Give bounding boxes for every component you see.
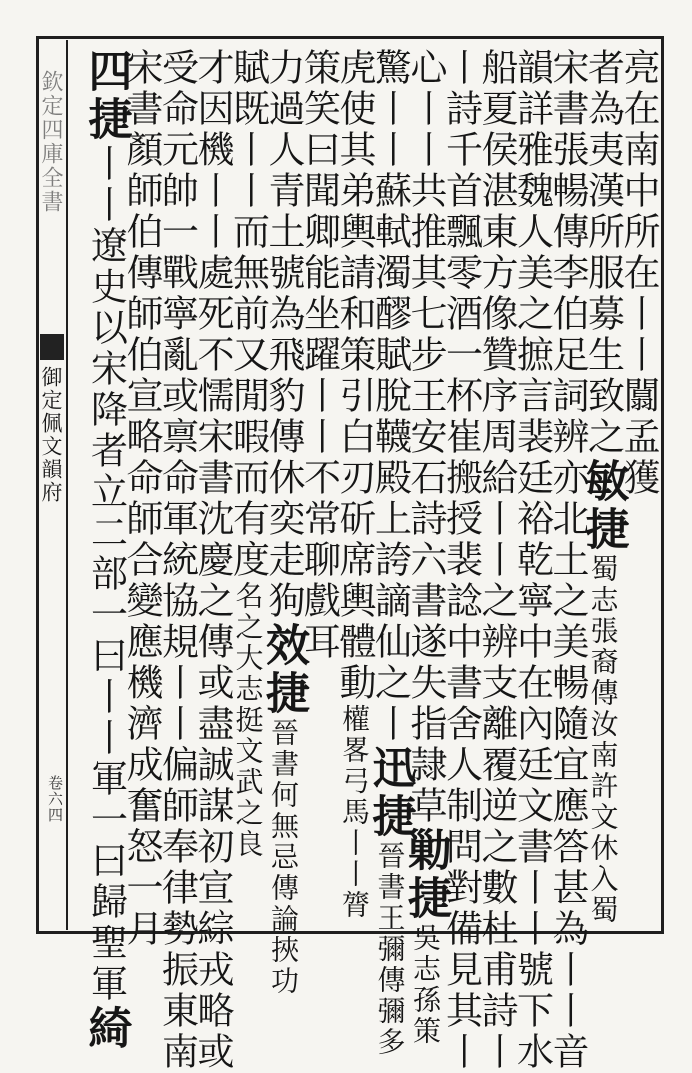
annotation-text: 晉書何無忌傳論挾功	[267, 718, 300, 997]
headword: 勦捷	[400, 827, 451, 923]
body-text: 丨丨遼史以宋降者立二部一曰丨丨軍一曰歸聖軍	[84, 144, 128, 1005]
body-text: 策笑曰聞卿能坐躍丨丨不常聊戲耳	[297, 48, 341, 663]
body-text: 宋書顏師伯傳師伯宣略命師合變應機濟成奮怒一月	[120, 48, 163, 950]
body-text: 受命元帥一戰寧亂或禀命軍統協規丨丨偏師奉律勢振東南	[155, 48, 199, 1073]
body-text: 虎使其弟輿請和策引白刃斫席輿體動	[333, 48, 376, 704]
folio-number: 卷六四	[46, 775, 64, 823]
body-text: 心丨丨共推其七步王安石詩六書遂失指隷草	[404, 48, 447, 827]
text-column	[546, 48, 594, 1073]
headword: 敏捷	[577, 458, 629, 554]
annotation-text: 晉書王彌傳彌多	[373, 841, 407, 1058]
body-text: 船夏侯湛東方像贊序周給丨丨之辨支離覆逆之數杜甫詩丨	[475, 48, 518, 1073]
headword: 綺	[80, 1005, 132, 1053]
body-text: 賦既丨丨而無前又閒暇而有度	[226, 48, 270, 581]
body-text: 韻詳雅魏人美之摭言裴廷裕乾寧中在內廷文書丨丨號下水	[510, 48, 554, 1073]
text-column	[475, 48, 523, 1073]
text-column	[191, 48, 239, 1073]
headword: 效捷	[258, 622, 309, 718]
text-column	[333, 48, 381, 928]
body-text: 丨詩千首飄零酒一杯崔搬授裴諗中書舍人制問對備見其丨	[439, 48, 483, 1073]
body-text: 宋書張暢傳李伯足詞辨亦北土之美暢隨宜應答甚為丨丨音	[546, 48, 589, 1073]
annotation-text: 吳志孫策	[409, 923, 442, 1047]
text-column	[226, 48, 274, 928]
text-column	[439, 48, 487, 1073]
book-title: 御定佩文韻府	[39, 366, 63, 504]
fishtail-mark	[40, 334, 64, 360]
body-text: 才因機丨丨處死不懦宋書沈慶之傳或盡誠謀初宣綜戎略或	[191, 48, 234, 1073]
text-column	[120, 48, 168, 950]
gutter-title: 欽定四庫全書	[38, 70, 63, 214]
body-text: 者為夷漢所服募生致之	[581, 48, 625, 458]
text-column	[510, 48, 558, 1073]
text-column	[297, 48, 345, 928]
text-column	[80, 48, 132, 1053]
text-column	[364, 48, 416, 1058]
text-column	[400, 48, 452, 1047]
annotation-text: 權畧弓馬丨丨膂	[338, 704, 371, 921]
annotation-text: 名之大志挺文武之良	[231, 581, 265, 860]
body-text: 亮在南中所在丨丨闒孟獲	[617, 48, 660, 499]
section-heading: 四捷	[80, 48, 132, 144]
text-column	[577, 48, 629, 928]
gutter	[38, 40, 68, 930]
annotation-text: 蜀志張裔傳汝南許文休入蜀	[586, 554, 620, 926]
text-column	[155, 48, 203, 1073]
body-text: 力過人青土號為飛豹傳休奕走狗	[262, 48, 305, 622]
body-text: 驚丨丨蘇軾濁醪賦脫韈殿上誇謫仙之丨	[368, 48, 412, 745]
text-column	[258, 48, 310, 997]
text-column	[617, 48, 665, 928]
headword: 迅捷	[364, 745, 416, 841]
